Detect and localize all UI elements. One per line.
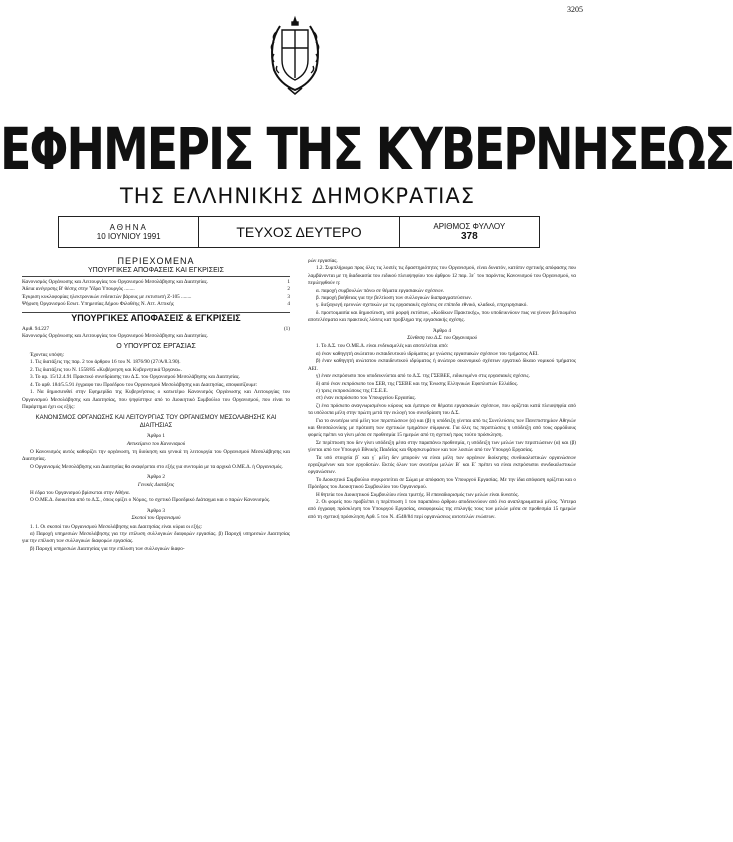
paragraph: α) Παροχή υπηρεσιών Μεσολάβησης για την επίλυση συλλογικών διαφορών εργασίας. β) Παροχή υπηρεσιών Διαιτησίας για την επίλυση των συλλογικών διαφορών εργασίας. [22, 531, 290, 545]
paragraph: 1. Να δημοσιευθεί στην Εφημερίδα της Κυβερνήσεως ο κατωτέρω Κανονισμός Οργάνωσης και Λειτουργίας του Οργανισμού Μεσολάβησης και Διαιτησίας, που ψηφίστηκε από το Διοικητικό Συμβούλιο του Οργανισμού, που είναι το Παράρτημα έχει ως εξής: [22, 389, 290, 410]
coat-of-arms-icon [262, 14, 328, 96]
paragraph: ε) τρεις εκπροσώπους της Γ.Σ.Ε.Ε. [316, 387, 388, 394]
paragraph: 4. Το αρθ. 184/5.5.91 έγγραφο του Προέδρου του Οργανισμού Μεσολάβησης και Διαιτησίας, αποφασίζουμε: [30, 381, 258, 388]
paragraph: γ. διεξαγωγή ερευνών σχετικών με τις εργασιακές σχέσεις σε επίπεδο εθνικό, κλαδικό, επιχειρησιακό. [316, 302, 528, 309]
issue-number: 378 [460, 231, 478, 242]
paragraph: Για το ανωτέρω υπό μέλη των περιπτώσεων (α) και (β) η υπόδειξη γίνεται από τις Συνελεύσεις των Πανεπιστημίων Αθηνών και Θεσσαλονίκης με πρόταση των σχετικών τμημάτων σύμφωνα. Για όλες τις περιπτώσεις η υπόδειξη από τους αρμόδιους φορείς πρέπει να γίνει μέσα σε προθεσμία 15 ημερών από τη σχετική προς τούτο πρόσκληση. [308, 417, 576, 439]
paragraph: β) έναν καθηγητή ανώτατου εκπαιδευτικού ιδρύματος ή ανώτερο οικονομικό σχέσεων εργατικό δίκαιο νομικού τμήματος ΑΕΙ. [308, 358, 576, 372]
paragraph: δ) από έναν εκπρόσωπο του ΣΕΒ, της ΓΣΕΒΕ και της Ένωσης Ελληνικών Εφοπλιστών Ελλάδος. [316, 380, 518, 387]
newspaper-title: ΕΦΗΜΕΡΙΣ ΤΗΣ ΚΥΒΕΡΝΗΣΕΩΣ [0, 115, 733, 183]
issue-city: ΑΘΗΝΑ [109, 223, 148, 232]
page-number: 3205 [567, 5, 583, 14]
paragraph: 1. Τις διατάξεις της παρ. 2 του άρθρου 16 του Ν. 1876/90 (27/Α/8.3.90). [30, 359, 181, 366]
issue-info-bar [58, 216, 540, 248]
toc-subtitle: ΥΠΟΥΡΓΙΚΕΣ ΑΠΟΦΑΣΕΙΣ ΚΑΙ ΕΓΚΡΙΣΕΙΣ [22, 267, 290, 276]
paragraph: 1. 1. Οι σκοποί του Οργανισμού Μεσολάβησης και Διαιτησίας είναι κύρια οι εξής: [30, 523, 202, 530]
paragraph: 1. Το Δ.Σ. του Ο.ΜΕ.Δ. είναι ενδεκαμελές και αποτελείται από: [316, 343, 449, 350]
toc-item [22, 279, 290, 286]
paragraph: γ) έναν εκπρόσωπο που υποδεικνύεται από το Δ.Σ. της ΓΣΕΒΕΕ, ειδικευμένο στις εργασιακές σχέσεις. [316, 373, 530, 380]
paragraph: 3. Το αρ. 15/12.4.91 Πρακτικό συνεδρίασης του Δ.Σ. του Οργανισμού Μεσολάβησης και Διαιτησίας. [30, 374, 241, 381]
paragraph: 2. Τις διατάξεις του Ν. 1558/85 «Κυβέρνηση και Κυβερνητικά Όργανα». [30, 366, 182, 373]
article-heading: Άρθρο 1 [147, 433, 165, 440]
paragraph: Η θητεία του Διοικητικού Συμβουλίου είναι τριετής. Η επαναδιορισμός των μελών είναι δυνατός. [316, 491, 519, 498]
article-subheading: Σκοποί του Οργανισμού [131, 515, 181, 522]
minister-heading: Ο ΥΠΟΥΡΓΟΣ ΕΡΓΑΣΙΑΣ [116, 342, 196, 350]
paragraph: Ο Οργανισμός Μεσολάβησης και Διαιτησίας θα αναφέρεται στο εξής για συντομία με τα αρχικά Ο.ΜΕ.Δ. ή Οργανισμός. [30, 463, 283, 470]
paragraph: α) έναν καθηγητή ανώτατου εκπαιδευτικού ιδρύματος με γνώσεις εργασιακών σχέσεων του τμήματος ΑΕΙ. [316, 350, 539, 357]
toc-item-text: Κανονισμός Οργάνωσης και Λειτουργίας του Οργανισμού Μεσολάβησης και Διαιτησίας. [22, 278, 208, 285]
article-subheading: Σύνθεση του Δ.Σ. του Οργανισμού [407, 335, 477, 342]
paragraph: 2. Οι φορείς που προβλέπει η περίπτωση 1 του παραπάνω άρθρου αποδεικνύουν από ένα αναπληρωματικό μέλος. Ύστερα από έγγραφη πρόσκληση του Υπουργού Εργασίας, αναφορικώς της επιλογής τους των μελών μέσα σε προθεσμία 15 ημερών από τη σχετική πρόσκληση Αρθ. 5 του Ν. 4548/84 περί οργανώσεως αυτοτελών ενώσεων. [308, 499, 576, 520]
paragraph: 1.2. Συμπλήρωμα προς όλες τις λοιπές τις δραστηριότητες του Οργανισμού, είναι δυνατόν, κατόπιν σχετικής απόφασης που λαμβάνονται με τη διαδικασία του ειδικού πλειοψηφίου του άρθρου 12 παρ. 3ε΄ του παρόντος Κανονισμού του Οργανισμού, να περιληφθούν η: [308, 265, 576, 287]
right-column [308, 258, 576, 521]
toc-item [22, 294, 290, 301]
toc-item-page: 3 [287, 293, 290, 300]
paragraph: Ο Κανονισμός αυτός καθορίζει την οργάνωση, τη διοίκηση και γενικά τη λειτουργία του Οργανισμού Μεσολάβησης και Διαιτησίας. [22, 448, 290, 463]
toc-item-page: 4 [287, 301, 290, 308]
toc-item-text: Έγκριση κυκλοφορίας ηλεκτρονικών ενδεικτών βάρους με εκτυπωτή Ζ-105 ........ [22, 293, 192, 300]
paragraph: Ο Ο.ΜΕ.Δ. διοικείται από το Δ.Σ., όπως ορίζει ο Νόμος, το σχετικό Προεδρικό Διάταγμα και ο παρών Κανονισμός. [30, 497, 271, 504]
toc-item [22, 301, 290, 308]
paragraph: α. παροχή συμβουλών πάνω σε θέματα εργασιακών σχέσεων. [316, 287, 445, 294]
article-heading: Άρθρο 2 [147, 474, 165, 481]
article-subheading: Γενικές Διατάξεις [137, 481, 175, 488]
paragraph: Η έδρα του Οργανισμού βρίσκεται στην Αθήνα. [30, 489, 130, 496]
paragraph: β. παροχή βοήθειας για την βελτίωση των συλλογικών διαπραγματεύσεων. [316, 295, 472, 302]
toc-item-text: Άδεια ανέγερσης Β' θέσης στην Ύδρα Υπουργός ........ [22, 286, 135, 293]
paragraph: ρών εργασίας. [308, 258, 338, 264]
paragraph: Έχοντας υπόψη: [30, 352, 65, 359]
article-subheading: Αντικείμενο του Κανονισμού [126, 440, 186, 447]
toc-item [22, 286, 290, 293]
left-column [22, 258, 290, 553]
article-heading: Άρθρο 3 [147, 507, 165, 514]
decision-header [22, 326, 290, 333]
issue-series: ΤΕΥΧΟΣ ΔΕΥΤΕΡΟ [236, 224, 362, 240]
paragraph: ζ) ένα πρόσωπο αναγνωρισμένου κύρους και έμπειρο σε θέματα εργασιακών σχέσεων, που ορίζεται κατά πλειοψηφία από τα υπόλοιπα μέλη στην πρώτη μετά την εκλογή του συνεδρίαση του Δ.Σ. [308, 402, 576, 417]
paragraph: στ) έναν εκπρόσωπο του Υπουργείου Εργασίας. [316, 395, 416, 402]
issue-number-label: ΑΡΙΘΜΟΣ ΦΥΛΛΟΥ [433, 222, 506, 231]
issue-number-cell [400, 217, 539, 247]
issue-series-cell [199, 217, 399, 247]
article-heading: Άρθρο 4 [433, 327, 451, 334]
paragraph: β) Παροχή υπηρεσιών Διαιτησίας για την επίλυση των συλλογικών διαφο- [30, 545, 185, 552]
decision-number: Αριθ. 94.227 [22, 325, 50, 332]
toc-item-page: 1 [287, 278, 290, 285]
section-title: ΥΠΟΥΡΓΙΚΕΣ ΑΠΟΦΑΣΕΙΣ & ΕΓΚΡΙΣΕΙΣ [22, 312, 290, 322]
paragraph: Το Διοικητικό Συμβούλιο συγκροτείται σε Σώμα με απόφαση του Υπουργού Εργασίας. Με την ίδια απόφαση ορίζεται και ο Πρόεδρος του Διοικητικού Συμβουλίου του Οργανισμού. [308, 476, 576, 491]
newspaper-subtitle: ΤΗΣ ΕΛΛΗΝΙΚΗΣ ΔΗΜΟΚΡΑΤΙΑΣ [119, 184, 476, 208]
decision-ref: (1) [283, 325, 290, 332]
paragraph: Τα υπό στοιχεία β΄ και γ΄ μέλη δεν μπορούν να είναι μέλη των οργάνων διοίκησης συνδικαλιστικών οργανώσεων εργαζομένων και των εργοδοτών. Εκτός όλων των ανωτέρω μελών Β΄ και Ε΄ πρέπει να είναι εκπρόσωποι συνδικαλιστικών οργανώσεων. [308, 454, 576, 476]
paragraph: δ. προετοιμασία και δημοσίευση, υπό μορφή εκτύπων, «Κωδίκων Πρακτικής», που υποδεικνύουν πως να γίνουν βελτιωμένα αποτελέσματα και πρακτικές λύσεις κατ προβλημα της εργασιακής σχέσης. [308, 309, 576, 324]
regulation-title: ΚΑΝΟΝΙΣΜΟΣ ΟΡΓΑΝΩΣΗΣ ΚΑΙ ΛΕΙΤΟΥΡΓΙΑΣ ΤΟΥ ΟΡΓΑΝΙΣΜΟΥ ΜΕΣΟΛΑΒΗΣΗΣ ΚΑΙ ΔΙΑΙΤΗΣΙΑΣ [35, 415, 277, 429]
toc-item-page: 2 [287, 286, 290, 293]
issue-date-cell [59, 217, 199, 247]
paragraph: Σε περίπτωση που δεν γίνει υπόδειξη μέσα στην παραπάνω προθεσμία, η υπόδειξη των μελών των περιπτώσεων (α) και (β) γίνεται από τον Υπουργό Εθνικής Παιδείας και Θρησκευμάτων και των λοιπών από τον Υπουργό Εργασίας. [308, 439, 576, 454]
toc-title: ΠΕΡΙΕΧΟΜΕΝΑ [117, 256, 195, 266]
issue-date: 10 ΙΟΥΝΙΟΥ 1991 [96, 232, 161, 241]
decision-description: Κανονισμός Οργάνωσης και Λειτουργίας του Οργανισμού Μεσολάβησης και Διαιτησίας. [22, 333, 208, 340]
toc-item-text: Ψήφιση Οργανισμού Εσωτ. Υπηρεσίας Δήμου Φιλοθέης Ν. Αττ. Αττικής [22, 301, 174, 308]
